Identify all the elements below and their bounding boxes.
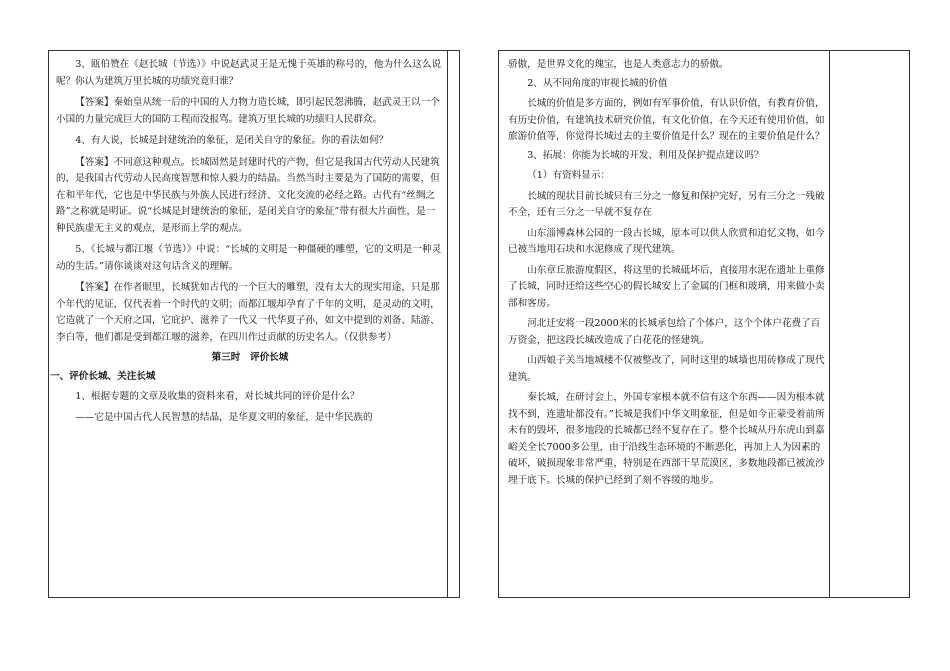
section-1-answer: ——它是中国古代人民智慧的结晶，是华夏文明的象征，是中华民族的 (75, 411, 373, 423)
question-2: 2、从不同角度的审视长城的价值 (527, 77, 668, 89)
lesson-title: 第三时 评价长城 (211, 352, 289, 363)
left-table-divider (447, 51, 448, 597)
question-5: 5、《长城与都江堰（节选）》中说：“长城的文明是一种僵硬的雕塑，它的文明是一种灵动的生活。”请你谈谈对这句话含义的理解。 (56, 244, 442, 272)
paragraph-niangziguan: 山西娘子关当地城楼不仅被整改了，同时这里的城墙也用砖修成了现代建筑。 (508, 355, 825, 383)
right-column-text (508, 57, 826, 489)
subheading-data: （1）有资料显示： (527, 170, 611, 181)
paragraph-zhangqiu: 山东章丘旅游度假区，将这里的长城砥坏后，直接用水泥在遗址上重修了长城，同时还给这些空心的假长城安上了金属的门框和玻璃，用来做小卖部和客房。 (508, 264, 825, 309)
paragraph-qianan: 河北迁安将一段2000米的长城承包给了个体户，这个个体户花费了百万资金，把这段长城改造成了白花花的怪建筑。 (508, 318, 821, 346)
answer-3: 【答案】秦始皇从统一后的中国的人力物力造长城，即引起民怨沸腾，赵武灵王以一个小国的力量完成巨大的国防工程而没报骂。建筑万里长城的功绩归人民群众。 (56, 97, 440, 125)
question-4: 4、有人说，长城是封建统治的象征，是闭关自守的象征。你的看法如何？ (75, 135, 389, 146)
paragraph-status: 长城的现状目前长城只有三分之一修复和保护完好，另有三分之一残破不全，还有三分之一早就不复存在 (508, 190, 825, 218)
section-heading-1: 一、评价长城、关注长城 (50, 370, 156, 382)
question-3-extension: 3、拓展：你能为长城的开发、利用及保护提点建议吗？ (527, 149, 764, 161)
question-3: 3、瓯伯赞在《赵长城（节选）》中说赵武灵王是无愧于英雄的称号的，他为什么这么说呢？你认为建筑万里长城的功绩究竟归谁？ (56, 59, 442, 87)
paragraph-zibo: 山东淄博森林公园的一段古长城，原本可以供人欣赏和追忆文物，如今已被当地用石块和水泥修成了现代建筑。 (508, 227, 825, 255)
paragraph-qin-wall: 秦长城，在研讨会上，外国专家根本就不信有这个东西——因为根本就找不到，连遗址都没有。”长城是我们中华文明象征，但是如今正蒙受着前所未有的毁坏，很多地段的长城都已经不复存在了。整个长城从丹东虎山到嘉峪关全长7000多公里，由于沿线生态环境的不断恶化，再加上人为因素的破坏，破损现象非常严重，特别是在西部干旱荒漠区，多数地段都已被流沙埋于底下。长城的保护已经到了刻不容缓的地步。 (508, 392, 825, 486)
right-table-divider (829, 51, 830, 597)
value-paragraph: 长城的价值是多方面的，例如有军事价值，有认识价值，有教育价值，有历史价值，有建筑技术研究价值，有文化价值，在今天还有使用价值，如旅游价值等，你觉得长城过去的主要价值是什么？现在的主要价值是什么？ (508, 98, 825, 142)
answer-4: 【答案】不同意这种观点。长城固然是封建时代的产物，但它是我国古代劳动人民建筑的，是我国古代劳动人民高度智慧和惊人毅力的结晶。当然当时主要是为了国防的需要，但在和平年代，它也是中华民族与外族人民进行经济、文化交流的必经之路。古代有“丝绸之路”之称就是明证。说“长城是封建统治的象征，是闭关自守的象征”带有很大片面性，是一种民族虚无主义的观点，是形而上学的观点。 (56, 156, 440, 234)
left-column-text (50, 57, 444, 426)
answer-5: 【答案】在作者眼里，长城犹如古代的一个巨大的雕塑，没有太大的现实用途，只是那个年代的见证，仅代表着一个时代的文明；而都江堰却孕育了千年的文明，是灵动的文明，它造就了一个天府之国，它庇护、滋养了一代又一代华夏子孙，如文中提到的刘备、陆游、李白等，他们都是受到都江堰的滋养，在四川作过贡献的历史名人。（仅供参考） (56, 282, 440, 343)
section-1-question: 1、根据专题的文章及收集的资料来看，对长城共同的评价是什么？ (75, 391, 360, 402)
continued-answer: 骄傲，是世界文化的瑰宝，也是人类意志力的骄傲。 (508, 59, 729, 70)
